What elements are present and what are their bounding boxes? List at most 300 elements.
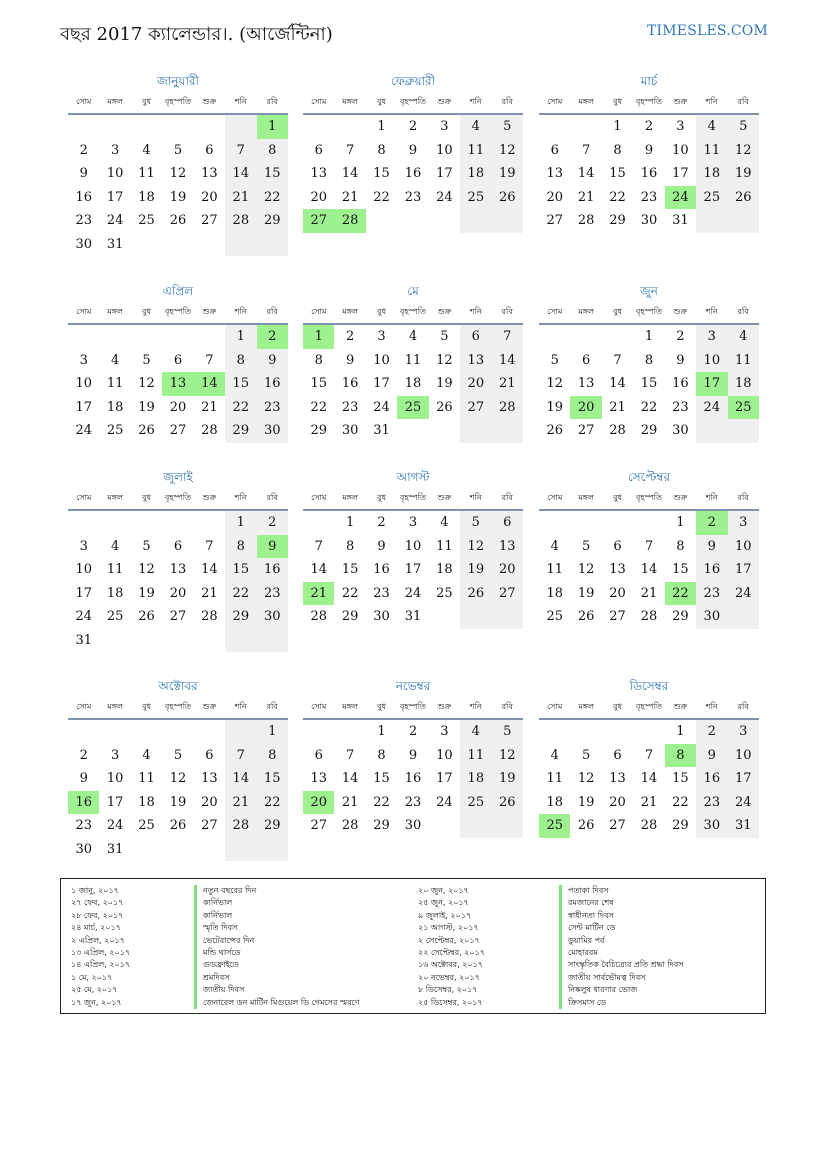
day-cell: 5 (440, 329, 449, 344)
weekday-header (303, 301, 523, 325)
day-cell: 19 (492, 162, 523, 186)
day-cell: 17 (106, 794, 124, 810)
holiday-date: ২৪ মার্চ, ২০১৭ (71, 923, 121, 933)
day-cell: 1 (225, 511, 256, 535)
holiday-name: ভেটেরান্সের দিন (194, 935, 360, 947)
day-cell: 5 (581, 538, 591, 554)
day-cell: 26 (546, 423, 563, 438)
day-cell: 18 (546, 585, 563, 601)
day-cell: 5 (173, 747, 183, 763)
day-empty (303, 720, 334, 744)
day-cell: 2 (79, 142, 88, 158)
weekday-header (303, 696, 523, 720)
day-cell: 21 (201, 585, 218, 601)
day-cell: 15 (225, 372, 256, 396)
day-cell: 10 (106, 166, 124, 181)
month-calendar (68, 281, 288, 443)
day-cell: 19 (436, 376, 453, 391)
day-cell: 22 (609, 189, 626, 205)
day-cell: 2 (676, 329, 685, 344)
weekday-label: সোম (547, 307, 563, 316)
day-cell: 10 (75, 376, 92, 391)
day-cell: 15 (672, 562, 689, 577)
day-empty (429, 814, 460, 838)
day-cell: 16 (75, 189, 92, 205)
day-cell: 4 (550, 538, 559, 554)
weekday-label: শনি (469, 307, 482, 316)
day-cell: 9 (408, 142, 418, 158)
weekday-label: মঙ্গল (342, 702, 358, 711)
day-cell: 9 (676, 352, 685, 368)
holiday-list (60, 878, 766, 1014)
day-cell: 9 (377, 538, 386, 554)
day-empty (257, 838, 288, 862)
day-cell: 21 (225, 791, 256, 815)
weekday-label: বুধ (142, 493, 152, 502)
day-cell: 2 (345, 329, 355, 344)
day-cell: 28 (640, 818, 658, 833)
day-empty (225, 629, 256, 653)
weekday-label: শুক্র (437, 97, 452, 106)
day-cell: 4 (696, 115, 727, 139)
weekday-label: শনি (234, 307, 247, 316)
day-cell: 2 (696, 511, 727, 535)
day-cell: 14 (225, 767, 256, 791)
weekday-label: মঙ্গল (342, 307, 358, 316)
day-cell: 17 (404, 562, 422, 577)
day-cell: 25 (546, 609, 563, 624)
day-cell: 22 (257, 791, 288, 815)
holiday-name: ডুয়ামির পর্ব (559, 935, 683, 947)
day-empty (570, 720, 601, 744)
day-cell: 30 (404, 818, 422, 833)
weekday-label: মঙ্গল (107, 493, 123, 502)
holiday-date: ২৫ মে, ২০১৭ (71, 985, 118, 995)
day-cell: 19 (577, 794, 595, 810)
day-empty (602, 511, 633, 535)
holiday-date: ২০ নভেম্বর, ২০১৭ (418, 972, 480, 982)
month-calendar (303, 467, 523, 629)
day-empty (460, 814, 491, 838)
day-cell: 14 (640, 562, 658, 577)
weekday-label: মঙ্গল (578, 702, 594, 711)
day-cell: 6 (173, 352, 183, 368)
day-cell: 21 (492, 372, 523, 396)
day-cell: 18 (696, 162, 727, 186)
weekday-label: রবি (266, 702, 278, 711)
weekday-label: সোম (311, 493, 327, 502)
day-cell: 9 (408, 747, 418, 763)
day-cell: 4 (110, 538, 120, 554)
day-empty (194, 511, 225, 535)
day-empty (570, 325, 601, 349)
weekday-header (68, 301, 288, 325)
day-cell: 10 (436, 142, 453, 158)
day-cell: 20 (492, 558, 523, 582)
day-cell: 31 (373, 423, 390, 438)
day-empty (334, 720, 365, 744)
day-cell: 8 (377, 142, 386, 158)
day-cell: 7 (644, 538, 654, 554)
weekday-label: বুধ (613, 97, 623, 106)
weekday-header (539, 487, 759, 511)
weekday-label: বুধ (613, 307, 623, 316)
day-cell: 15 (310, 376, 327, 391)
weekday-label: রবি (266, 97, 278, 106)
day-cell: 20 (310, 189, 327, 205)
day-cell: 29 (609, 213, 626, 228)
day-cell: 13 (492, 535, 523, 559)
day-cell: 30 (257, 419, 288, 443)
day-cell: 5 (492, 115, 523, 139)
day-cell: 17 (436, 166, 453, 181)
month-calendar (539, 467, 759, 629)
holiday-name: স্বাধীনতা দিবস (559, 910, 683, 922)
day-cell: 24 (436, 794, 453, 810)
day-cell: 1 (644, 329, 654, 344)
day-cell: 29 (225, 419, 256, 443)
weekday-label: শনি (234, 702, 247, 711)
month-title: জুন (640, 284, 658, 298)
weekday-label: শুক্র (202, 702, 217, 711)
days-grid (68, 115, 288, 256)
day-cell: 6 (205, 747, 214, 763)
day-cell: 24 (106, 818, 124, 833)
day-cell: 23 (257, 396, 288, 420)
day-cell: 6 (460, 325, 491, 349)
day-cell: 13 (609, 562, 626, 577)
day-cell: 23 (404, 189, 422, 205)
day-cell: 29 (341, 609, 359, 624)
day-cell: 12 (436, 352, 453, 368)
holiday-name: পতাকা দিবস (559, 885, 683, 897)
weekday-label: বৃহস্পতি (635, 307, 663, 316)
day-empty (162, 511, 193, 535)
weekday-label: বৃহস্পতি (635, 493, 663, 502)
day-empty (460, 605, 491, 629)
day-cell: 6 (314, 747, 323, 763)
weekday-label: বুধ (377, 307, 387, 316)
day-cell: 2 (257, 511, 288, 535)
day-empty (225, 115, 256, 139)
day-cell: 31 (106, 841, 124, 857)
day-cell: 23 (373, 585, 390, 601)
day-cell: 24 (75, 423, 92, 438)
day-cell: 1 (225, 325, 256, 349)
day-cell: 1 (377, 724, 386, 739)
day-cell: 15 (640, 376, 658, 391)
day-empty (539, 720, 570, 744)
day-empty (696, 209, 727, 233)
day-cell: 12 (138, 562, 155, 577)
day-empty (99, 629, 130, 653)
day-empty (429, 209, 460, 233)
day-cell: 8 (613, 142, 622, 158)
day-cell: 9 (696, 535, 727, 559)
day-empty (225, 720, 256, 744)
day-cell: 18 (728, 372, 759, 396)
weekday-label: রবি (501, 702, 513, 711)
holiday-date: ২৭ ফেব, ২০১৭ (71, 898, 124, 908)
day-cell: 10 (404, 538, 422, 554)
day-empty (728, 419, 759, 443)
month-calendar (68, 71, 288, 256)
holiday-date: ১৭ জুন, ২০১৭ (71, 997, 122, 1007)
day-cell: 23 (75, 213, 92, 228)
day-cell: 3 (440, 724, 449, 739)
weekday-label: রবি (501, 307, 513, 316)
day-cell: 24 (728, 791, 759, 815)
weekday-label: শনি (705, 307, 718, 316)
weekday-label: বৃহস্পতি (164, 97, 192, 106)
day-cell: 1 (613, 119, 622, 134)
month-title: অক্টোবর (158, 679, 198, 693)
holiday-name: জেনারেল ডন মার্টিন মিগুয়েল ডি গেমসের স্মরণে (194, 997, 360, 1009)
day-cell: 21 (341, 189, 359, 205)
day-empty (225, 233, 256, 257)
day-cell: 5 (142, 538, 151, 554)
day-cell: 22 (341, 585, 359, 601)
day-cell: 30 (75, 841, 92, 857)
day-cell: 13 (609, 771, 626, 786)
page-title: বছর 2017 ক্যালেন্ডার।. (আর্জেন্টিনা) (60, 24, 333, 45)
day-cell: 4 (408, 329, 418, 344)
holiday-date: ২৫ ডিসেম্বর, ২০১৭ (418, 997, 483, 1007)
day-empty (99, 511, 130, 535)
day-cell: 30 (257, 605, 288, 629)
day-cell: 2 (257, 325, 288, 349)
day-cell: 16 (672, 376, 689, 391)
weekday-label: বুধ (142, 307, 152, 316)
day-cell: 26 (577, 609, 595, 624)
day-cell: 14 (640, 771, 658, 786)
day-cell: 27 (609, 818, 626, 833)
holiday-date: ১ জানু, ২০১৭ (71, 886, 119, 895)
day-cell: 20 (169, 585, 187, 601)
month-calendar (303, 281, 523, 443)
day-cell: 3 (79, 352, 88, 368)
weekday-label: শুক্র (673, 493, 688, 502)
holiday-name: কার্নিভাল (194, 910, 360, 922)
day-cell: 3 (728, 511, 759, 535)
day-cell: 7 (205, 352, 214, 368)
day-cell: 30 (696, 814, 727, 838)
day-cell: 25 (106, 423, 124, 438)
day-empty (397, 209, 428, 233)
day-cell: 3 (110, 747, 120, 763)
day-cell: 11 (460, 744, 491, 768)
day-cell: 24 (696, 396, 727, 420)
day-cell: 2 (408, 119, 418, 134)
day-cell: 14 (341, 166, 359, 181)
day-empty (131, 325, 162, 349)
weekday-label: রবি (266, 493, 278, 502)
day-cell: 23 (696, 582, 727, 606)
month-calendar (303, 676, 523, 838)
month-title: নভেম্বর (395, 679, 431, 693)
month-calendar (539, 281, 759, 443)
day-empty (492, 209, 523, 233)
day-cell: 23 (696, 791, 727, 815)
weekday-label: রবি (737, 702, 749, 711)
day-cell: 21 (341, 794, 359, 810)
day-cell: 16 (696, 767, 727, 791)
day-empty (728, 605, 759, 629)
day-empty (225, 838, 256, 862)
day-cell: 21 (640, 585, 658, 601)
day-cell: 11 (404, 352, 422, 368)
day-cell: 7 (345, 142, 355, 158)
month-calendar (539, 71, 759, 233)
weekday-label: মঙ্গল (107, 97, 123, 106)
day-cell: 9 (345, 352, 355, 368)
day-cell: 5 (173, 142, 183, 158)
day-cell: 31 (672, 213, 689, 228)
day-cell: 9 (696, 744, 727, 768)
day-cell: 18 (460, 767, 491, 791)
day-empty (429, 419, 460, 443)
month-title: আগস্ট (396, 470, 430, 484)
day-cell: 6 (613, 747, 622, 763)
day-cell: 2 (377, 515, 386, 530)
day-cell: 12 (169, 771, 187, 786)
day-cell: 1 (676, 515, 685, 530)
day-cell: 1 (257, 720, 288, 744)
holiday-name: জাতীয় দিবস (194, 984, 360, 996)
day-cell: 12 (138, 376, 155, 391)
day-empty (68, 511, 99, 535)
day-cell: 4 (142, 747, 151, 763)
day-cell: 24 (75, 609, 92, 624)
day-cell: 10 (106, 771, 124, 786)
day-cell: 5 (728, 115, 759, 139)
day-cell: 3 (377, 329, 386, 344)
day-cell: 11 (696, 139, 727, 163)
day-cell: 11 (460, 139, 491, 163)
day-empty (334, 115, 365, 139)
day-cell: 12 (460, 535, 491, 559)
weekday-label: শনি (705, 702, 718, 711)
day-cell: 13 (201, 771, 218, 786)
day-cell: 11 (106, 376, 124, 391)
day-cell: 11 (138, 771, 155, 786)
day-cell: 6 (314, 142, 323, 158)
day-cell: 24 (106, 213, 124, 228)
day-cell: 28 (609, 423, 626, 438)
weekday-label: শুক্র (202, 493, 217, 502)
day-cell: 21 (640, 794, 658, 810)
days-grid (68, 511, 288, 652)
day-cell: 19 (138, 585, 155, 601)
day-cell: 26 (728, 186, 759, 210)
day-cell: 28 (201, 423, 218, 438)
day-cell: 15 (373, 771, 390, 786)
day-empty (460, 209, 491, 233)
day-cell: 7 (225, 744, 256, 768)
weekday-label: মঙ্গল (578, 493, 594, 502)
day-cell: 27 (546, 213, 563, 228)
day-empty (194, 838, 225, 862)
day-empty (68, 325, 99, 349)
day-cell: 19 (546, 399, 563, 415)
weekday-header (303, 91, 523, 115)
holiday-name: সেন্ট মার্টিন ডে (559, 922, 683, 934)
day-cell: 7 (345, 747, 355, 763)
day-cell: 25 (436, 585, 453, 601)
day-cell: 31 (75, 632, 92, 648)
day-cell: 12 (492, 744, 523, 768)
day-cell: 13 (310, 166, 327, 181)
weekday-label: সোম (547, 702, 563, 711)
day-cell: 29 (257, 814, 288, 838)
day-cell: 18 (138, 189, 155, 205)
day-cell: 21 (201, 399, 218, 415)
month-title: জানুয়ারী (157, 74, 199, 88)
weekday-label: শুক্র (673, 97, 688, 106)
day-cell: 7 (225, 139, 256, 163)
holiday-date: ২ সেপ্টেম্বর, ২০১৭ (418, 935, 480, 945)
day-empty (257, 233, 288, 257)
day-cell: 6 (613, 538, 622, 554)
day-cell: 19 (492, 767, 523, 791)
holiday-date: ৯ জুলাই, ২০১৭ (418, 910, 472, 920)
holiday-name: ক্রিসমাস ডে (559, 997, 683, 1009)
day-cell: 28 (334, 209, 365, 233)
day-cell: 12 (577, 562, 595, 577)
day-cell: 23 (640, 189, 658, 205)
month-title: মার্চ (640, 74, 658, 88)
day-cell: 20 (460, 372, 491, 396)
holiday-date: ১ মে, ২০১৭ (71, 972, 113, 982)
days-grid (303, 511, 523, 629)
weekday-label: মঙ্গল (578, 97, 594, 106)
day-cell: 20 (546, 189, 563, 205)
day-empty (570, 115, 601, 139)
days-grid (539, 325, 759, 443)
day-cell: 13 (169, 562, 187, 577)
day-empty (539, 511, 570, 535)
day-empty (162, 838, 193, 862)
weekday-label: রবি (501, 97, 513, 106)
day-cell: 13 (201, 166, 218, 181)
days-grid (303, 325, 523, 443)
weekday-label: মঙ্গল (107, 702, 123, 711)
day-cell: 25 (397, 396, 428, 420)
day-cell: 22 (665, 582, 696, 606)
holiday-date: ১৪ এপ্রিল, ২০১৭ (71, 960, 131, 970)
weekday-label: সোম (311, 702, 327, 711)
day-cell: 14 (609, 376, 626, 391)
day-empty (131, 233, 162, 257)
weekday-label: শুক্র (437, 307, 452, 316)
day-cell: 25 (138, 818, 155, 833)
day-cell: 16 (257, 558, 288, 582)
month-calendar (68, 467, 288, 652)
day-cell: 28 (225, 209, 256, 233)
day-cell: 30 (75, 236, 92, 252)
weekday-label: সোম (76, 307, 92, 316)
day-cell: 14 (201, 562, 218, 577)
day-cell: 10 (672, 142, 689, 158)
day-cell: 3 (676, 119, 685, 134)
weekday-header (68, 487, 288, 511)
weekday-label: শুক্র (437, 702, 452, 711)
day-cell: 17 (728, 767, 759, 791)
weekday-label: শনি (469, 97, 482, 106)
day-cell: 18 (436, 562, 453, 577)
day-cell: 15 (257, 162, 288, 186)
day-empty (303, 115, 334, 139)
